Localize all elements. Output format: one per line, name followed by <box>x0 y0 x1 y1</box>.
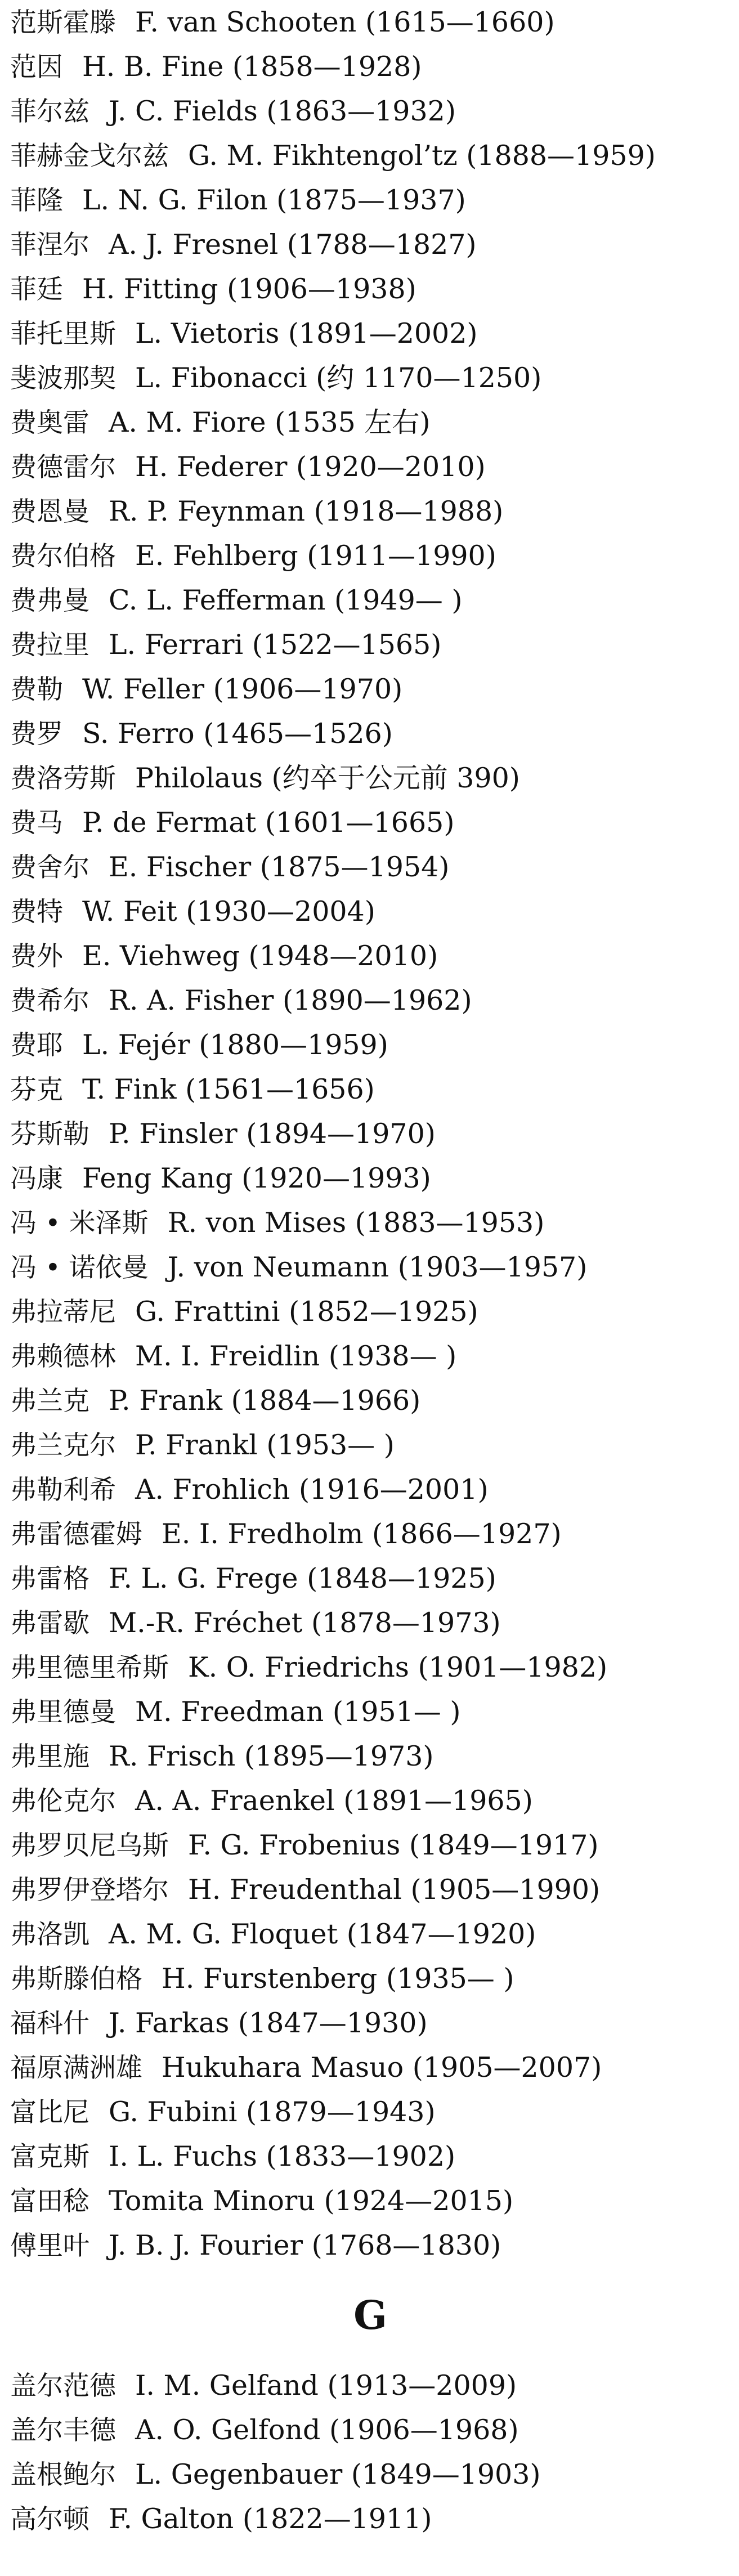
chinese-name: 菲尔兹 <box>10 96 89 127</box>
original-name-with-years: R. P. Feynman (1918—1988) <box>109 495 504 527</box>
name-entry <box>10 2497 731 2541</box>
name-entry <box>10 400 731 445</box>
name-entry <box>10 2408 731 2452</box>
entries-list-f <box>10 0 731 2268</box>
original-name-with-years: P. Finsler (1894—1970) <box>109 1118 436 1150</box>
chinese-name: 费德雷尔 <box>10 452 116 483</box>
name-entry <box>10 889 731 934</box>
name-entry <box>10 800 731 845</box>
chinese-name: 范因 <box>10 52 63 83</box>
original-name-with-years: A. A. Fraenkel (1891—1965) <box>135 1785 533 1817</box>
chinese-name: 弗雷歇 <box>10 1608 89 1639</box>
original-name-with-years: M. I. Freidlin (1938— ) <box>135 1340 457 1372</box>
chinese-name: 范斯霍滕 <box>10 7 116 38</box>
name-entry <box>10 1645 731 1690</box>
chinese-name: 弗里施 <box>10 1741 89 1772</box>
chinese-name: 费舍尔 <box>10 852 89 883</box>
original-name-with-years: I. L. Fuchs (1833—1902) <box>109 2140 456 2172</box>
name-entry <box>10 489 731 534</box>
name-entry <box>10 2045 731 2090</box>
chinese-name: 芬斯勒 <box>10 1119 89 1150</box>
chinese-name: 费耶 <box>10 1030 63 1061</box>
original-name-with-years: J. Farkas (1847—1930) <box>109 2007 428 2039</box>
original-name-with-years: E. I. Fredholm (1866—1927) <box>162 1518 562 1550</box>
original-name-with-years: H. Furstenberg (1935— ) <box>162 1963 514 1995</box>
name-entry <box>10 711 731 756</box>
original-name-with-years: L. Ferrari (1522—1565) <box>109 629 442 661</box>
name-entry <box>10 1467 731 1512</box>
original-name-with-years: G. M. Fikhtengol’tz (1888—1959) <box>188 140 656 172</box>
original-name-with-years: A. O. Gelfond (1906—1968) <box>135 2414 519 2446</box>
chinese-name: 费外 <box>10 941 63 972</box>
chinese-name: 冯 • 诺依曼 <box>10 1252 149 1283</box>
name-entry <box>10 311 731 356</box>
name-entry <box>10 356 731 400</box>
chinese-name: 盖尔丰德 <box>10 2415 116 2446</box>
name-entry <box>10 1512 731 1556</box>
original-name-with-years: G. Frattini (1852—1925) <box>135 1296 478 1328</box>
name-entry <box>10 1823 731 1867</box>
chinese-name: 盖根鲍尔 <box>10 2459 116 2490</box>
original-name-with-years: E. Viehweg (1948—2010) <box>82 940 438 972</box>
original-name-with-years: Hukuhara Masuo (1905—2007) <box>162 2051 602 2084</box>
original-name-with-years: A. Frohlich (1916—2001) <box>135 1473 489 1506</box>
name-entry <box>10 934 731 978</box>
name-entry <box>10 1734 731 1778</box>
original-name-with-years: S. Ferro (1465—1526) <box>82 718 393 750</box>
name-entry <box>10 1556 731 1601</box>
name-entry <box>10 2223 731 2268</box>
name-entry <box>10 534 731 578</box>
chinese-name: 斐波那契 <box>10 363 116 394</box>
chinese-name: 弗里德里希斯 <box>10 1652 169 1683</box>
original-name-with-years: F. Galton (1822—1911) <box>109 2503 432 2535</box>
name-entry <box>10 1912 731 1956</box>
name-entry <box>10 2452 731 2497</box>
name-entry <box>10 178 731 222</box>
original-name-with-years: P. Frank (1884—1966) <box>109 1385 421 1417</box>
chinese-name: 费罗 <box>10 719 63 750</box>
chinese-name: 弗赖德林 <box>10 1341 116 1372</box>
chinese-name: 弗拉蒂尼 <box>10 1297 116 1328</box>
entries-list-g <box>10 2363 731 2541</box>
chinese-name: 弗罗伊登塔尔 <box>10 1875 169 1906</box>
chinese-name: 弗勒利希 <box>10 1475 116 1506</box>
name-entry <box>10 622 731 667</box>
original-name-with-years: L. N. G. Filon (1875—1937) <box>82 184 466 216</box>
chinese-name: 弗伦克尔 <box>10 1786 116 1817</box>
original-name-with-years: Tomita Minoru (1924—2015) <box>109 2185 514 2217</box>
chinese-name: 费恩曼 <box>10 496 89 527</box>
original-name-with-years: R. von Mises (1883—1953) <box>167 1207 545 1239</box>
name-entry <box>10 578 731 622</box>
chinese-name: 福科什 <box>10 2008 89 2039</box>
chinese-name: 弗里德曼 <box>10 1697 116 1728</box>
chinese-name: 弗雷格 <box>10 1563 89 1594</box>
name-entry <box>10 978 731 1023</box>
chinese-name: 费洛劳斯 <box>10 763 116 794</box>
name-entry <box>10 1601 731 1645</box>
chinese-name: 富田稔 <box>10 2186 89 2217</box>
name-entry <box>10 2090 731 2134</box>
chinese-name: 弗雷德霍姆 <box>10 1519 142 1550</box>
chinese-name: 弗兰克 <box>10 1386 89 1417</box>
original-name-with-years: C. L. Fefferman (1949— ) <box>109 584 463 616</box>
original-name-with-years: W. Feller (1906—1970) <box>82 673 403 705</box>
name-entry <box>10 1023 731 1067</box>
original-name-with-years: A. J. Fresnel (1788—1827) <box>109 229 477 261</box>
chinese-name: 费希尔 <box>10 985 89 1016</box>
chinese-name: 傅里叶 <box>10 2230 89 2261</box>
name-entry <box>10 1867 731 1912</box>
chinese-name: 菲赫金戈尔兹 <box>10 141 169 172</box>
chinese-name: 弗兰克尔 <box>10 1430 116 1461</box>
name-entry <box>10 267 731 311</box>
section-heading-g: G <box>353 2292 387 2338</box>
original-name-with-years: M.-R. Fréchet (1878—1973) <box>109 1607 501 1639</box>
original-name-with-years: H. B. Fine (1858—1928) <box>82 51 422 83</box>
original-name-with-years: F. G. Frobenius (1849—1917) <box>188 1829 599 1861</box>
original-name-with-years: E. Fehlberg (1911—1990) <box>135 540 496 572</box>
original-name-with-years: F. van Schooten (1615—1660) <box>135 6 555 38</box>
original-name-with-years: A. M. Fiore (1535 左右) <box>109 406 431 438</box>
chinese-name: 费拉里 <box>10 630 89 661</box>
chinese-name: 费马 <box>10 808 63 839</box>
name-entry <box>10 1289 731 1334</box>
original-name-with-years: J. C. Fields (1863—1932) <box>109 95 456 127</box>
name-entry <box>10 1956 731 2001</box>
name-entry <box>10 445 731 489</box>
original-name-with-years: L. Vietoris (1891—2002) <box>135 317 478 350</box>
name-entry <box>10 1067 731 1112</box>
original-name-with-years: H. Freudenthal (1905—1990) <box>188 1874 601 1906</box>
name-entry <box>10 756 731 800</box>
chinese-name: 冯 • 米泽斯 <box>10 1208 149 1239</box>
chinese-name: 费尔伯格 <box>10 541 116 572</box>
original-name-with-years: A. M. G. Floquet (1847—1920) <box>109 1918 536 1950</box>
name-entry <box>10 1690 731 1734</box>
name-entry <box>10 133 731 178</box>
chinese-name: 弗斯滕伯格 <box>10 1964 142 1995</box>
name-entry <box>10 1778 731 1823</box>
original-name-with-years: M. Freedman (1951— ) <box>135 1696 461 1728</box>
chinese-name: 富克斯 <box>10 2142 89 2172</box>
name-entry <box>10 222 731 267</box>
original-name-with-years: J. B. J. Fourier (1768—1830) <box>109 2229 501 2261</box>
name-entry <box>10 1112 731 1156</box>
name-index <box>10 0 731 2541</box>
name-entry <box>10 0 731 44</box>
original-name-with-years: R. A. Fisher (1890—1962) <box>109 984 472 1016</box>
name-entry <box>10 1334 731 1378</box>
original-name-with-years: Philolaus (约卒于公元前 390) <box>135 762 520 794</box>
name-entry <box>10 2363 731 2408</box>
original-name-with-years: W. Feit (1930—2004) <box>82 895 375 928</box>
name-entry <box>10 1245 731 1289</box>
original-name-with-years: L. Fibonacci (约 1170—1250) <box>135 362 542 394</box>
original-name-with-years: P. Frankl (1953— ) <box>135 1429 395 1461</box>
original-name-with-years: T. Fink (1561—1656) <box>82 1073 375 1105</box>
original-name-with-years: Feng Kang (1920—1993) <box>82 1162 431 1194</box>
name-entry <box>10 2134 731 2179</box>
chinese-name: 菲涅尔 <box>10 230 89 261</box>
name-entry <box>10 2001 731 2045</box>
name-entry <box>10 2179 731 2223</box>
name-entry <box>10 667 731 711</box>
chinese-name: 高尔顿 <box>10 2504 89 2535</box>
name-entry <box>10 1378 731 1423</box>
original-name-with-years: P. de Fermat (1601—1665) <box>82 807 455 839</box>
chinese-name: 菲廷 <box>10 274 63 305</box>
chinese-name: 弗洛凯 <box>10 1919 89 1950</box>
name-entry <box>10 845 731 889</box>
chinese-name: 菲托里斯 <box>10 319 116 350</box>
original-name-with-years: F. L. G. Frege (1848—1925) <box>109 1562 496 1594</box>
name-entry <box>10 89 731 133</box>
chinese-name: 费勒 <box>10 674 63 705</box>
original-name-with-years: I. M. Gelfand (1913—2009) <box>135 2369 517 2402</box>
name-entry <box>10 1200 731 1245</box>
chinese-name: 菲隆 <box>10 185 63 216</box>
chinese-name: 冯康 <box>10 1163 63 1194</box>
chinese-name: 芬克 <box>10 1074 63 1105</box>
chinese-name: 费奥雷 <box>10 407 89 438</box>
chinese-name: 富比尼 <box>10 2097 89 2128</box>
original-name-with-years: R. Frisch (1895—1973) <box>109 1740 434 1772</box>
original-name-with-years: L. Fejér (1880—1959) <box>82 1029 388 1061</box>
name-entry <box>10 1423 731 1467</box>
name-entry <box>10 1156 731 1200</box>
original-name-with-years: K. O. Friedrichs (1901—1982) <box>188 1651 608 1683</box>
chinese-name: 费弗曼 <box>10 585 89 616</box>
chinese-name: 费特 <box>10 897 63 928</box>
original-name-with-years: H. Federer (1920—2010) <box>135 451 486 483</box>
original-name-with-years: H. Fitting (1906—1938) <box>82 273 416 305</box>
original-name-with-years: G. Fubini (1879—1943) <box>109 2096 436 2128</box>
original-name-with-years: J. von Neumann (1903—1957) <box>167 1251 588 1283</box>
original-name-with-years: L. Gegenbauer (1849—1903) <box>135 2458 541 2490</box>
name-entry <box>10 44 731 89</box>
original-name-with-years: E. Fischer (1875—1954) <box>109 851 450 883</box>
chinese-name: 弗罗贝尼乌斯 <box>10 1830 169 1861</box>
chinese-name: 盖尔范德 <box>10 2371 116 2402</box>
chinese-name: 福原满洲雄 <box>10 2053 142 2084</box>
